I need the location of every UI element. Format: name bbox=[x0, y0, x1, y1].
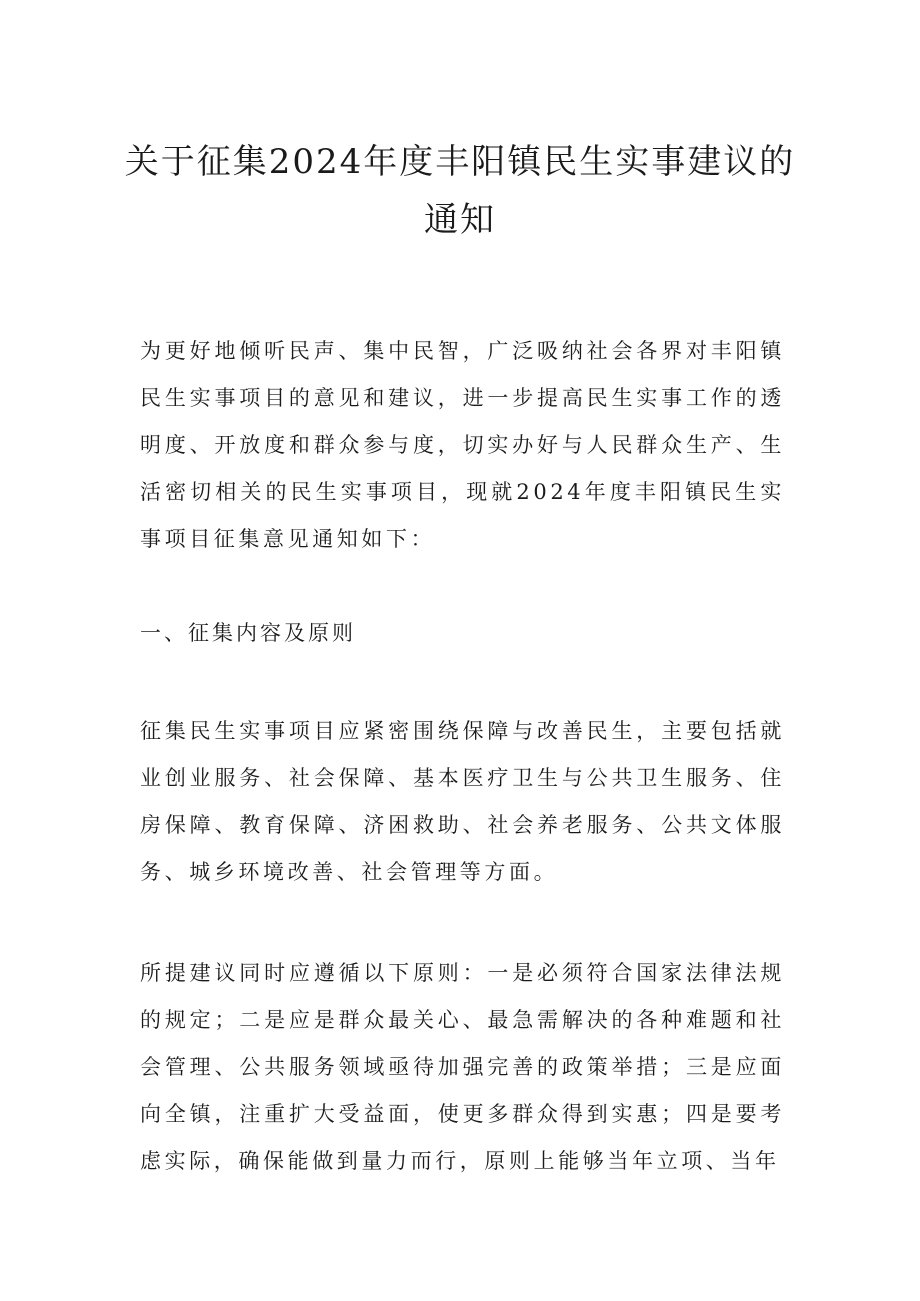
section-1-paragraph-1: 征集民生实事项目应紧密围绕保障与改善民生，主要包括就业创业服务、社会保障、基本医疗卫生与公共卫生服务、住房保障、教育保障、济困救助、社会养老服务、公共文体服务、城乡环境改善、社会管理等方面。 bbox=[140, 719, 785, 884]
document-title-line-2: 通知 bbox=[424, 200, 496, 240]
intro-paragraph: 为更好地倾听民声、集中民智，广泛吸纳社会各界对丰阳镇民生实事项目的意见和建议，进一步提高民生实事工作的透明度、开放度和群众参与度，切实办好与人民群众生产、生活密切相关的民生实事项目，现就2024年度丰阳镇民生实事项目征集意见通知如下： bbox=[140, 339, 785, 551]
section-1-paragraph-2: 所提建议同时应遵循以下原则：一是必须符合国家法律法规的规定；二是应是群众最关心、最急需解决的各种难题和社会管理、公共服务领域亟待加强完善的政策举措；三是应面向全镇，注重扩大受益面，使更多群众得到实惠；四是要考虑实际，确保能做到量力而行，原则上能够当年立项、当年 bbox=[140, 961, 785, 1173]
section-1-heading: 一、征集内容及原则 bbox=[140, 621, 356, 645]
document-title-line-1: 关于征集2024年度丰阳镇民生实事建议的 bbox=[124, 142, 796, 182]
